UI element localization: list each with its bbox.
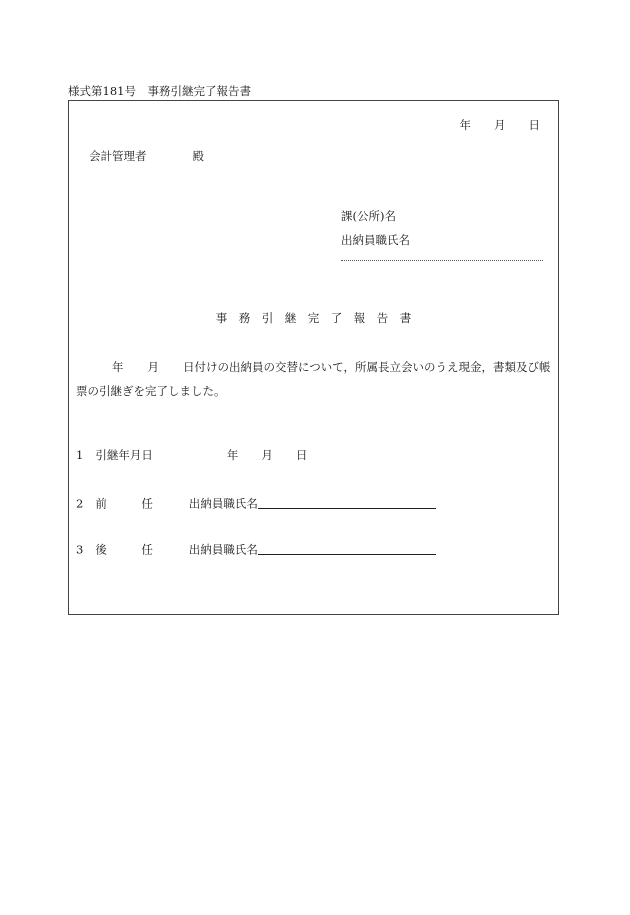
form-title: 様式第181号 事務引継完了報告書 — [68, 84, 251, 98]
addressee-honorific: 殿 — [192, 149, 204, 163]
report-date: 年 月 日 — [459, 118, 540, 132]
item-predecessor — [76, 497, 436, 510]
item-number: 1 — [76, 448, 84, 462]
item-field-label: 出納員職氏名 — [188, 542, 258, 557]
predecessor-name-underline — [258, 496, 436, 509]
item-label: 引継年月日 — [95, 448, 153, 462]
report-title: 事 務 引 継 完 了 報 告 書 — [215, 311, 412, 325]
form-box — [68, 100, 559, 615]
addressee-role: 会計管理者 — [89, 149, 147, 163]
item-transfer-date — [76, 450, 307, 462]
item-label: 前 任 — [95, 496, 153, 511]
addressee — [89, 151, 204, 163]
cashier-name-label: 出納員職氏名 — [341, 233, 410, 247]
successor-name-underline — [258, 542, 436, 555]
item-number: 3 — [76, 542, 84, 557]
item-field-label: 出納員職氏名 — [188, 496, 258, 511]
report-body — [76, 355, 554, 403]
cashier-name-dotted-line — [341, 260, 543, 261]
body-year: 年 — [112, 360, 124, 374]
body-month: 月 — [147, 360, 159, 374]
department-label: 課(公所)名 — [341, 209, 396, 223]
item-date-value: 年 月 日 — [226, 448, 308, 462]
item-label: 後 任 — [95, 542, 153, 557]
item-number: 2 — [76, 496, 84, 511]
body-text: 日付けの出納員の交替について，所属長立会いのうえ現金，書類及び帳票の引継ぎを完了しました。 — [76, 360, 551, 398]
item-successor — [76, 543, 436, 556]
